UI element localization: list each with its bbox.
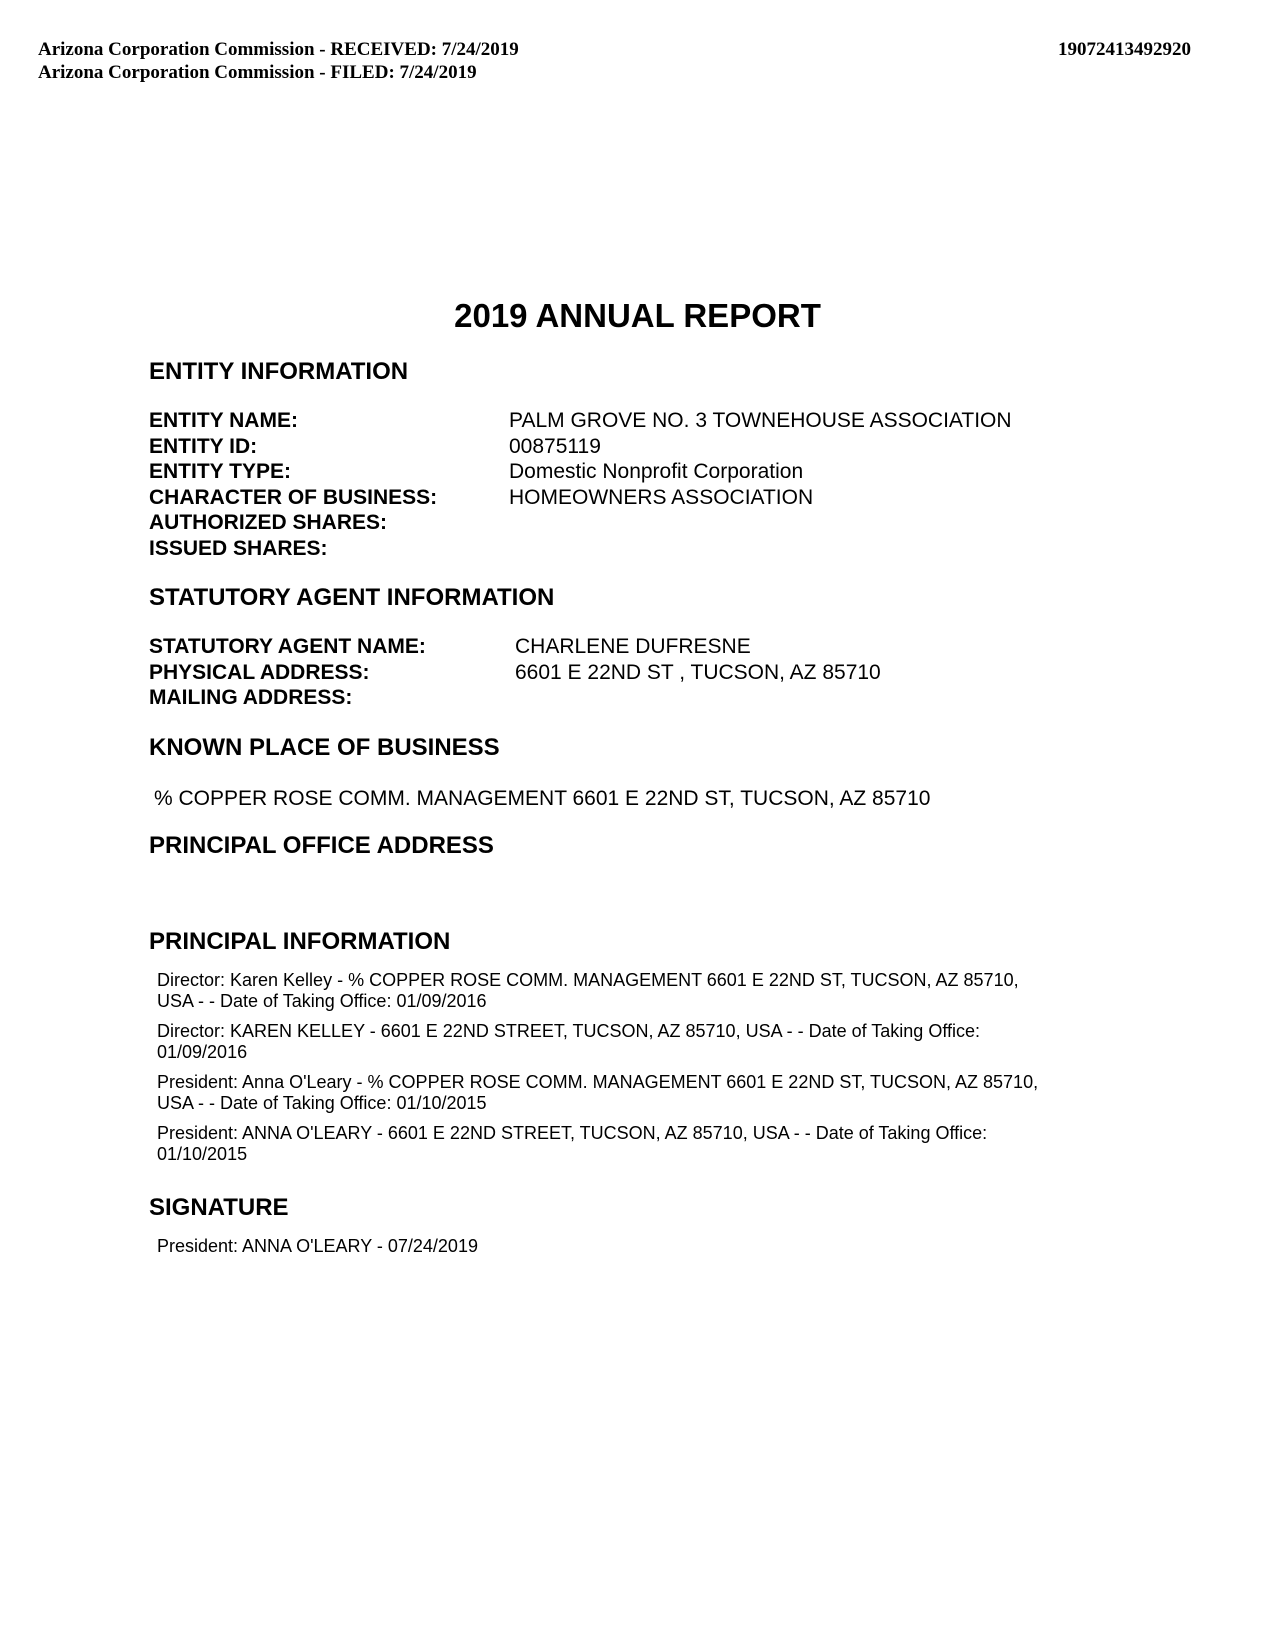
agent-name-value: CHARLENE DUFRESNE xyxy=(515,635,751,658)
field-label: ENTITY TYPE: xyxy=(149,460,291,483)
mailing-address-row xyxy=(149,685,881,711)
principal-line: 01/09/2016 xyxy=(157,1042,248,1062)
issued-shares-row xyxy=(149,536,1012,562)
character-of-business-value: HOMEOWNERS ASSOCIATION xyxy=(509,485,814,509)
field-label: ISSUED SHARES: xyxy=(149,536,328,560)
agent-info-heading: STATUTORY AGENT INFORMATION xyxy=(149,584,555,611)
entity-info-table xyxy=(149,408,1012,561)
principal-line: President: ANNA O'LEARY - 6601 E 22ND STREET, TUCSON, AZ 85710, USA - - Date of Taking Office: xyxy=(157,1123,988,1143)
field-label: MAILING ADDRESS: xyxy=(149,686,353,709)
principal-line: USA - - Date of Taking Office: 01/09/2016 xyxy=(157,991,487,1011)
filed-stamp: Arizona Corporation Commission - FILED: 7/24/2019 xyxy=(38,62,477,83)
field-label: PHYSICAL ADDRESS: xyxy=(149,660,370,684)
physical-address-value: 6601 E 22ND ST , TUCSON, AZ 85710 xyxy=(515,660,881,684)
principal-line: President: Anna O'Leary - % COPPER ROSE COMM. MANAGEMENT 6601 E 22ND ST, TUCSON, AZ 85710, xyxy=(157,1072,1039,1092)
field-label: ENTITY ID: xyxy=(149,434,258,458)
principal-item xyxy=(157,970,1117,1012)
principal-line: Director: Karen Kelley - % COPPER ROSE COMM. MANAGEMENT 6601 E 22ND ST, TUCSON, AZ 85710, xyxy=(157,970,1019,990)
field-label: CHARACTER OF BUSINESS: xyxy=(149,485,438,509)
field-label: AUTHORIZED SHARES: xyxy=(149,511,388,534)
principal-line: USA - - Date of Taking Office: 01/10/2015 xyxy=(157,1093,487,1113)
entity-type-value: Domestic Nonprofit Corporation xyxy=(509,460,804,483)
authorized-shares-row xyxy=(149,510,1012,536)
agent-name-row xyxy=(149,634,881,660)
character-of-business-row xyxy=(149,485,1012,511)
principal-info-heading: PRINCIPAL INFORMATION xyxy=(149,928,451,955)
signature-heading: SIGNATURE xyxy=(149,1194,289,1221)
agent-info-table xyxy=(149,634,881,711)
signature-value: President: ANNA O'LEARY - 07/24/2019 xyxy=(157,1236,478,1256)
principal-line: Director: KAREN KELLEY - 6601 E 22ND STREET, TUCSON, AZ 85710, USA - - Date of Taking Office: xyxy=(157,1021,981,1041)
page-title: 2019 ANNUAL REPORT xyxy=(454,297,821,334)
principal-line: 01/10/2015 xyxy=(157,1144,248,1164)
entity-name-value: PALM GROVE NO. 3 TOWNEHOUSE ASSOCIATION xyxy=(509,409,1012,432)
known-place-value: % COPPER ROSE COMM. MANAGEMENT 6601 E 22ND ST, TUCSON, AZ 85710 xyxy=(154,787,931,810)
known-place-heading: KNOWN PLACE OF BUSINESS xyxy=(149,734,500,761)
entity-type-row xyxy=(149,459,1012,485)
entity-info-heading: ENTITY INFORMATION xyxy=(149,358,409,385)
filing-stamp xyxy=(38,38,519,84)
principal-item xyxy=(157,1123,1117,1165)
document-number: 19072413492920 xyxy=(1058,39,1191,60)
entity-id-value: 00875119 xyxy=(509,434,601,458)
principal-item xyxy=(157,1021,1117,1063)
entity-name-row xyxy=(149,408,1012,434)
received-stamp: Arizona Corporation Commission - RECEIVED: 7/24/2019 xyxy=(38,39,519,60)
principal-office-heading: PRINCIPAL OFFICE ADDRESS xyxy=(149,832,494,859)
field-label: STATUTORY AGENT NAME: xyxy=(149,635,426,658)
entity-id-row xyxy=(149,434,1012,460)
principal-list xyxy=(157,970,1117,1174)
field-label: ENTITY NAME: xyxy=(149,409,298,432)
physical-address-row xyxy=(149,660,881,686)
principal-item xyxy=(157,1072,1117,1114)
